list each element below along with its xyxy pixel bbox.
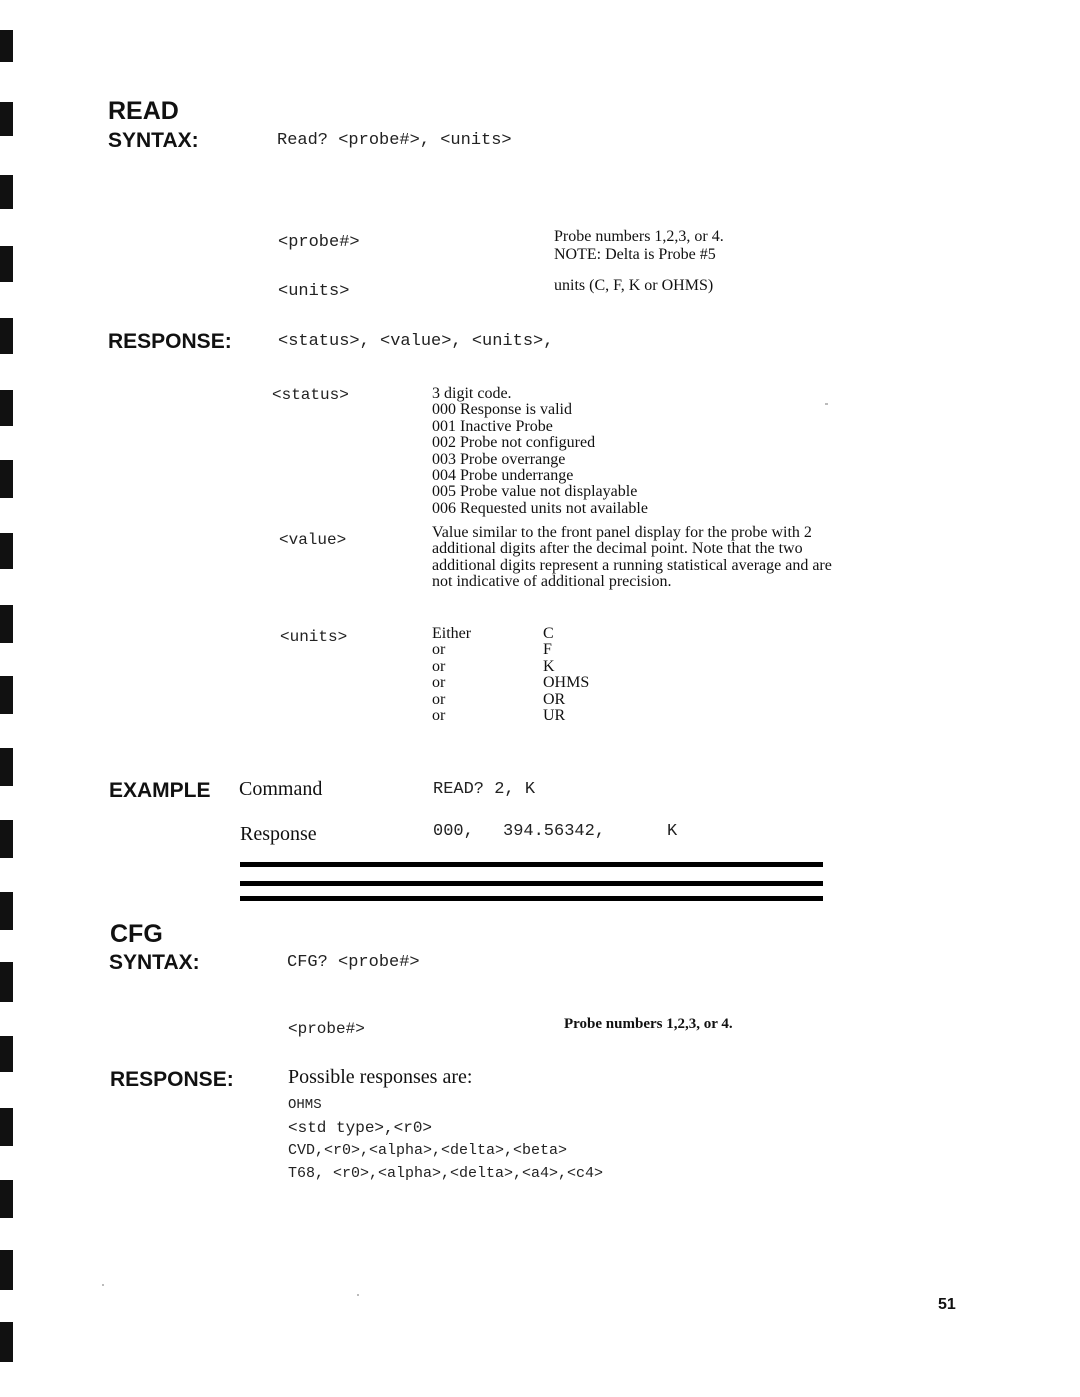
- value-line: additional digits represent a running statistical average and are: [432, 556, 832, 574]
- divider-rule: [240, 862, 823, 867]
- units-word: Either: [432, 625, 472, 642]
- binder-hole: [0, 1108, 13, 1146]
- example-response-label: Response: [240, 823, 317, 845]
- binder-hole: [0, 175, 13, 209]
- cfg-response-label: RESPONSE:: [110, 1068, 234, 1091]
- status-name: <status>: [272, 386, 349, 404]
- units-value: C: [543, 625, 554, 642]
- status-line: 003 Probe overrange: [432, 450, 566, 468]
- units-value: OR: [543, 690, 566, 708]
- example-label: EXAMPLE: [109, 779, 211, 802]
- cfg-title: CFG: [110, 920, 163, 948]
- desc-line: Probe numbers 1,2,3, or 4.: [554, 228, 724, 245]
- value-desc: [432, 525, 832, 591]
- binder-hole: [0, 390, 13, 426]
- units-value: F: [543, 641, 552, 659]
- units-value: UR: [543, 707, 566, 725]
- cfg-param-probe-desc: Probe numbers 1,2,3, or 4.: [564, 1016, 733, 1032]
- value-line: additional digits after the decimal point. Note that the two: [432, 540, 803, 558]
- status-line: 006 Requested units not available: [432, 499, 648, 517]
- units-words: [432, 626, 471, 724]
- cfg-response-line: CVD,<r0>,<alpha>,<delta>,<beta>: [288, 1142, 568, 1159]
- status-line: 004 Probe underrange: [432, 467, 574, 485]
- divider-rule: [240, 896, 823, 901]
- units-word: or: [432, 674, 446, 692]
- read-syntax-label: SYNTAX:: [108, 129, 199, 152]
- binder-hole: [0, 676, 13, 714]
- read-param-units-desc: units (C, F, K or OHMS): [554, 277, 714, 294]
- page-number: 51: [938, 1296, 956, 1313]
- binder-hole: [0, 1036, 13, 1072]
- cfg-syntax: CFG? <probe#>: [287, 953, 420, 972]
- cfg-response-intro: Possible responses are:: [288, 1066, 473, 1088]
- binder-hole: [0, 460, 13, 498]
- binder-hole: [0, 30, 13, 62]
- example-response-value: 394.56342,: [503, 822, 606, 841]
- units-values: [543, 626, 589, 724]
- binder-hole: [0, 820, 13, 858]
- units-name: <units>: [280, 628, 348, 646]
- status-line: 001 Inactive Probe: [432, 417, 553, 435]
- status-line: 002 Probe not configured: [432, 434, 596, 452]
- example-response-units: K: [667, 822, 678, 841]
- binder-hole: [0, 962, 13, 1002]
- speck: [825, 403, 828, 405]
- example-command: READ? 2, K: [433, 780, 536, 799]
- units-word: or: [432, 657, 446, 675]
- read-param-probe-desc: [554, 229, 724, 264]
- cfg-response-line: OHMS: [288, 1097, 322, 1113]
- value-line: Value similar to the front panel display for the probe with 2: [432, 524, 812, 541]
- units-value: K: [543, 657, 555, 675]
- binder-hole: [0, 533, 13, 569]
- read-response-label: RESPONSE:: [108, 330, 232, 353]
- binder-hole: [0, 605, 13, 643]
- units-word: or: [432, 690, 446, 708]
- binder-hole: [0, 102, 13, 136]
- binder-hole: [0, 1322, 13, 1362]
- status-list: [432, 386, 648, 517]
- cfg-response-line: <std type>,<r0>: [288, 1119, 433, 1137]
- value-line: not indicative of additional precision.: [432, 573, 672, 591]
- binder-hole: [0, 318, 13, 354]
- binder-hole: [0, 892, 13, 930]
- binder-hole: [0, 246, 13, 282]
- read-response: <status>, <value>, <units>,: [278, 332, 554, 351]
- read-param-probe: <probe#>: [278, 233, 360, 252]
- units-value: OHMS: [543, 674, 590, 692]
- units-word: or: [432, 641, 446, 659]
- binder-hole: [0, 1250, 13, 1290]
- speck: [357, 1294, 359, 1296]
- cfg-response-line: T68, <r0>,<alpha>,<delta>,<a4>,<c4>: [288, 1165, 604, 1182]
- units-word: or: [432, 707, 446, 725]
- status-line: 000 Response is valid: [432, 401, 572, 419]
- status-line: 3 digit code.: [432, 385, 512, 402]
- binder-hole: [0, 748, 13, 786]
- example-command-label: Command: [239, 778, 323, 800]
- cfg-param-probe: <probe#>: [288, 1020, 365, 1038]
- status-line: 005 Probe value not displayable: [432, 483, 638, 501]
- value-name: <value>: [279, 531, 347, 549]
- divider-rule: [240, 881, 823, 886]
- speck: [102, 1284, 104, 1286]
- read-syntax: Read? <probe#>, <units>: [277, 131, 512, 150]
- desc-line: NOTE: Delta is Probe #5: [554, 246, 716, 264]
- binder-hole: [0, 1180, 13, 1218]
- read-title: READ: [108, 97, 179, 125]
- read-param-units: <units>: [278, 282, 350, 301]
- cfg-syntax-label: SYNTAX:: [109, 951, 200, 974]
- example-response-status: 000,: [433, 822, 474, 841]
